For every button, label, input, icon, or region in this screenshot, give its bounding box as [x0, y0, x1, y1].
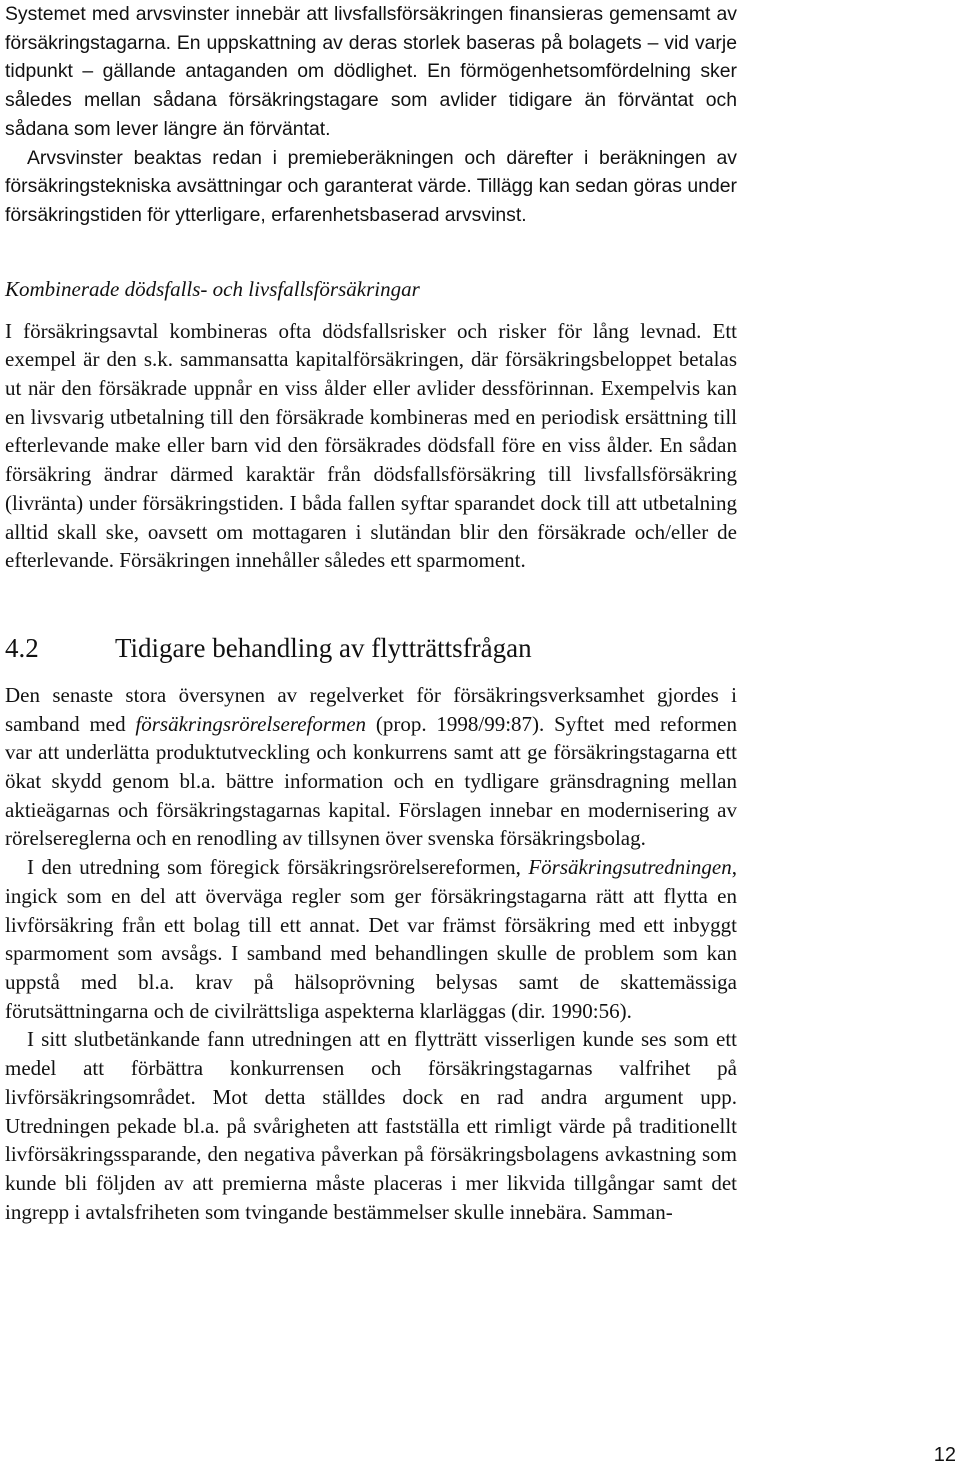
subsection-combined [5, 275, 737, 575]
document-page [5, 0, 737, 1226]
paragraph-inquiry [5, 853, 737, 1025]
section-number: 4.2 [5, 632, 39, 663]
section-4-2 [5, 631, 737, 1226]
paragraph-arvsvinster-beaktas: Arvsvinster beaktas redan i premieberäkningen och därefter i beräkningen av försäkringstekniska avsättningar och garanterat värde. Tillägg kan sedan göras under försäkringstiden för ytterligare, erfarenhetsbaserad arvsvinst. [5, 146, 737, 226]
text-run: , ingick som en del att överväga regler som ger försäkringstagarna rätt att flytta en livförsäkring från ett bolag till ett annat. Det var främst försäkring med ett inbyggt sparmoment som avsågs. I samband med behandlingen skulle de problem som kan uppstå med bl.a. krav på hälsoprövning belysas samt de skattemässiga förutsättningarna och de civilrättsliga aspekterna klarläggas (dir. 1990:56). [5, 855, 737, 1023]
section-heading [5, 631, 737, 665]
text-run: Den senaste stora översynen av regelverket för försäkringsverksamhet gjordes i samband med [5, 682, 737, 736]
subsection-heading: Kombinerade dödsfalls- och livsfallsförsäkringar [5, 276, 420, 301]
page-number: 12 [933, 1444, 956, 1466]
emphasis-reform: försäkringsrörelsereformen [135, 711, 367, 736]
paragraph-arvsvinster-system: Systemet med arvsvinster innebär att livsfallsförsäkringen finansieras gemensamt av försäkringstagarna. En uppskattning av deras storlek baseras på bolagets – vid varje tidpunkt – gällande antaganden om dödlighet. En förmögenhetsomfördelning sker således mellan sådana försäkringstagare som avlider tidigare än förväntat och sådana som lever längre än förväntat. [5, 3, 737, 140]
text-run: (prop. 1998/99:87). Syftet med reformen var att underlätta produktutveckling och konkurrens samt att ge försäkringstagarna ett ökat skydd genom bl.a. bättre information och en tydligare gränsdragning mellan aktieägarnas och försäkringstagarnas kapital. Förslagen innebar en modernisering av rörelsereglerna och en renodling av tillsynen över svenska försäkringsbolag. [5, 711, 737, 851]
text-run: I den utredning som föregick försäkringsrörelsereformen, [27, 855, 529, 880]
section-title: Tidigare behandling av flytträttsfrågan [115, 632, 532, 663]
paragraph-review [5, 681, 737, 853]
emphasis-inquiry: Försäkringsutredningen [528, 855, 732, 880]
intro-block [5, 0, 737, 230]
paragraph-final-report: I sitt slutbetänkande fann utredningen att en flytträtt visserligen kunde ses som ett medel att förbättra konkurrensen och försäkringstagarnas valfrihet på livförsäkringsområdet. Mot detta ställdes dock en rad andra argument upp. Utredningen pekade bl.a. på svårigheten att fastställa ett rimligt värde på traditionellt livförsäkringssparande, den negativa påverkan på försäkringsbolagens avkastning som kunde bli följden av att premierna måste placeras i mer likvida tillgångar samt det ingrepp i avtalsfriheten som tvingande bestämmelser skulle innebära. Samman- [5, 1027, 737, 1224]
paragraph-combined-insurance: I försäkringsavtal kombineras ofta dödsfallsrisker och risker för lång levnad. Ett exempel är den s.k. sammansatta kapitalförsäkringen, där försäkringsbeloppet betalas ut när den försäkrade uppnår en viss ålder eller avlider dessförinnan. Exempelvis kan en livsvarig utbetalning till den försäkrade kombineras med en periodisk ersättning till efterlevande make eller barn vid den försäkrades dödsfall före en viss ålder. En sådan försäkring ändrar därmed karaktär från dödsfallsförsäkring till livsfallsförsäkring (livränta) under försäkringstiden. I båda fallen syftar sparandet dock till att utbetalning alltid skall ske, oavsett om mottagaren i slutändan blir den försäkrade och/eller de efterlevande. Försäkringen innehåller således ett sparmoment. [5, 318, 737, 573]
